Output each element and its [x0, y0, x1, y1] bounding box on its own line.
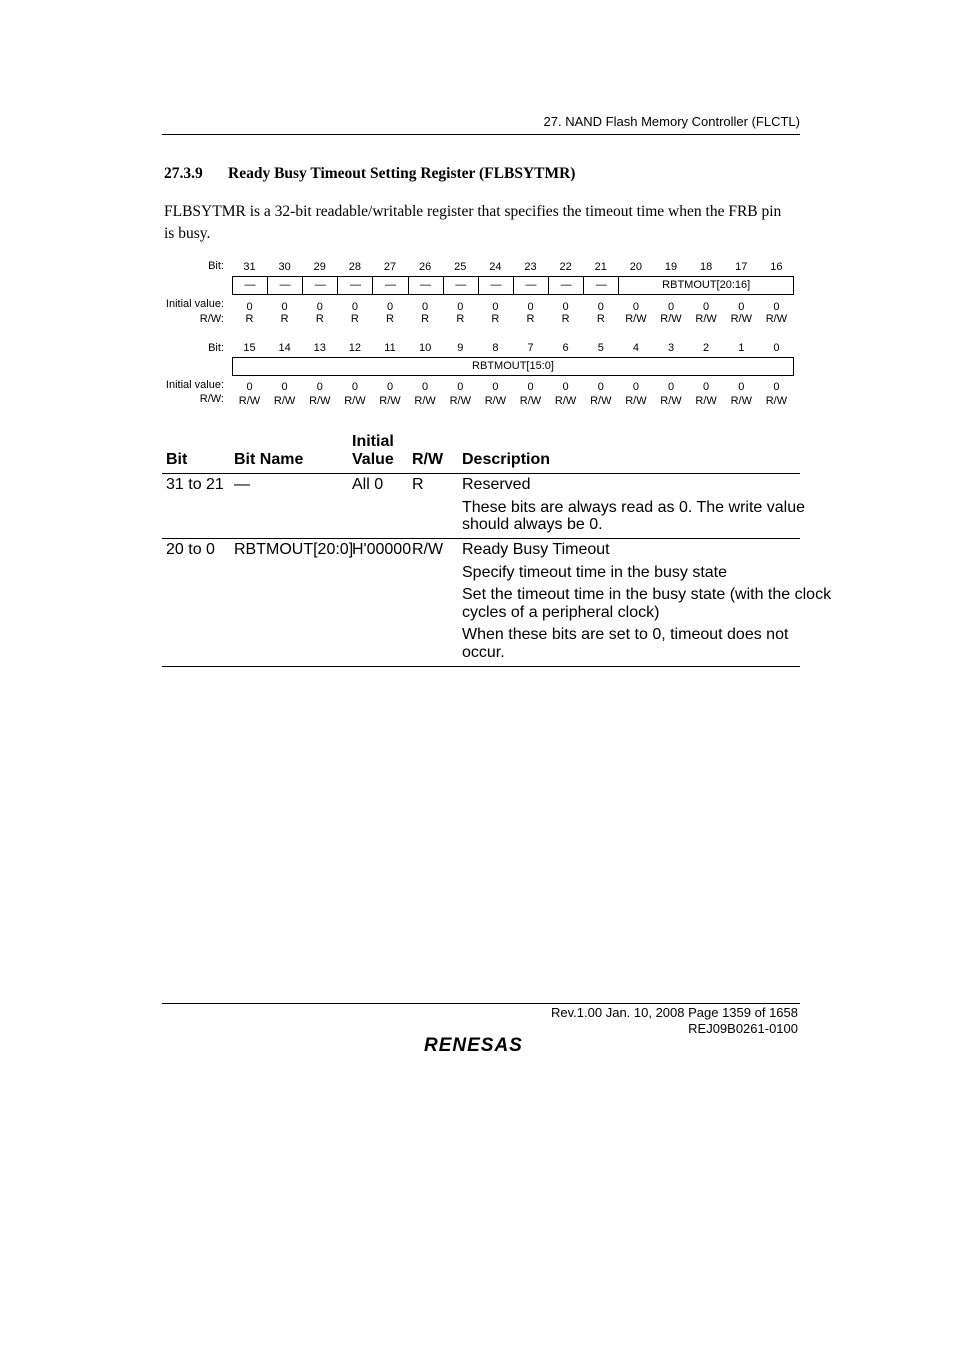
bit-number: 23 [524, 261, 537, 273]
bit-number: 10 [418, 342, 432, 354]
bit-number: 21 [594, 261, 607, 273]
row1-desc-2: should always be 0. [462, 516, 603, 533]
initial-value: 0 [492, 381, 499, 393]
initial-value: 0 [703, 381, 710, 393]
rw-label: R/W: [199, 393, 224, 405]
th-bit-name: Bit Name [234, 451, 304, 468]
initial-value: 0 [422, 381, 429, 393]
initial-value: 0 [386, 301, 394, 313]
row2-desc-2: Set the timeout time in the busy state (with the clock [462, 586, 832, 603]
intro-paragraph: FLBSYTMR is a 32-bit readable/writable register that specifies the timeout time when the FRB pin is busy. [164, 203, 782, 242]
rw-value: R/W [625, 313, 647, 325]
rw-value: R/W [765, 395, 788, 407]
rw-value: R/W [730, 313, 752, 325]
rw-value: R/W [309, 395, 331, 407]
initial-value: 0 [597, 301, 604, 313]
initial-value: 0 [527, 301, 534, 313]
reserved-field: — [233, 277, 268, 294]
initial-value-label: Initial value: [165, 379, 224, 391]
rw-value: R/W [554, 395, 577, 407]
reserved-field: — [549, 277, 584, 294]
footer-rule [162, 1003, 800, 1004]
row2-desc-4: When these bits are set to 0, timeout does not [462, 626, 789, 643]
rw-value: R/W [519, 395, 542, 407]
bit-number: 19 [664, 261, 678, 273]
initial-value: 0 [281, 381, 288, 393]
th-description: Description [462, 451, 551, 468]
bit-number: 3 [667, 342, 675, 354]
row2-rw: R/W [412, 541, 444, 558]
initial-value: 0 [422, 301, 429, 313]
rw-value: R/W [695, 313, 717, 325]
row1-rw: R [412, 476, 424, 493]
bit-number: 27 [383, 261, 397, 273]
bit-number: 28 [348, 261, 362, 273]
svg-text:RENESAS: RENESAS [424, 1035, 523, 1056]
row2-bit: 20 to 0 [166, 541, 215, 558]
rw-value: R/W [379, 395, 401, 407]
rw-value: R [596, 313, 605, 325]
bit-number: 25 [454, 261, 467, 273]
initial-value: 0 [632, 381, 639, 393]
bit-number: 11 [384, 342, 396, 354]
initial-value: 0 [316, 301, 323, 313]
bit-number: 8 [492, 342, 499, 354]
reserved-field: — [514, 277, 549, 294]
reserved-field: — [584, 277, 619, 294]
initial-value: 0 [351, 381, 358, 393]
rw-value: R/W [344, 395, 366, 407]
table-bottom-rule [162, 666, 800, 667]
initial-value: 0 [351, 301, 358, 313]
rw-value: R/W [484, 395, 507, 407]
rw-value: R [491, 313, 500, 325]
bit-number: 7 [527, 342, 534, 354]
bit-number: 29 [313, 261, 326, 273]
th-initial: Initial [352, 433, 394, 450]
row2-desc-1: Specify timeout time in the busy state [462, 564, 728, 581]
rw-value: R [245, 313, 254, 325]
bit-number: 13 [313, 342, 326, 354]
initial-value: 0 [457, 301, 464, 313]
initial-value: 0 [386, 381, 394, 393]
initial-value: 0 [562, 381, 569, 393]
reserved-field: — [338, 277, 373, 294]
rw-value: R/W [273, 395, 296, 407]
bit-number: 17 [735, 261, 748, 273]
row2-desc-0: Ready Busy Timeout [462, 541, 610, 558]
rw-value: R [315, 313, 324, 325]
initial-value: 0 [667, 381, 675, 393]
bit-number: 18 [699, 261, 713, 273]
initial-value-label: Initial value: [165, 298, 224, 310]
rw-value: R [280, 313, 289, 325]
table-header-rule [162, 473, 800, 474]
bit-number: 6 [562, 342, 569, 354]
initial-value: 0 [773, 301, 780, 313]
reserved-field: — [374, 277, 409, 294]
rw-value: R/W [695, 395, 717, 407]
bit-number: 16 [770, 261, 783, 273]
rw-value: R/W [660, 313, 682, 325]
row1-desc-1: These bits are always read as 0. The write value [462, 499, 805, 516]
section-heading: Ready Busy Timeout Setting Register (FLBSYTMR) [228, 165, 576, 182]
row2-initial: H'00000 [352, 541, 412, 558]
initial-value: 0 [246, 381, 253, 393]
bit-number: 30 [278, 261, 291, 273]
running-head: 27. NAND Flash Memory Controller (FLCTL) [543, 114, 800, 129]
initial-value: 0 [738, 301, 745, 313]
section-number: 27.3.9 [164, 165, 203, 182]
initial-value: 0 [527, 381, 534, 393]
reserved-field: — [479, 277, 514, 294]
bit-label: Bit: [208, 260, 224, 272]
bit-number: 9 [457, 342, 464, 354]
row1-bit: 31 to 21 [166, 476, 224, 493]
initial-value: 0 [773, 381, 780, 393]
initial-value: 0 [597, 381, 604, 393]
initial-value: 0 [738, 381, 745, 393]
bit-label: Bit: [208, 342, 224, 354]
row1-initial: All 0 [352, 476, 384, 493]
bit-number: 20 [629, 261, 643, 273]
bit-number: 22 [559, 261, 572, 273]
rw-label: R/W: [199, 313, 224, 325]
register-field-row [232, 357, 794, 376]
initial-value: 0 [562, 301, 569, 313]
reserved-field: — [268, 277, 303, 294]
rw-value: R/W [414, 395, 436, 407]
bit-number: 5 [597, 342, 604, 354]
rw-value: R [386, 313, 394, 325]
footer-docnum: REJ09B0261-0100 [688, 1021, 798, 1036]
row-separator [162, 538, 800, 539]
rw-value: R [350, 313, 359, 325]
rw-value: R [421, 313, 430, 325]
rw-value: R/W [449, 395, 471, 407]
renesas-logo-icon [422, 1034, 542, 1056]
footer-revision: Rev.1.00 Jan. 10, 2008 Page 1359 of 1658 [551, 1005, 798, 1020]
initial-value: 0 [457, 381, 464, 393]
rw-value: R [561, 313, 570, 325]
bit-number: 31 [243, 261, 256, 273]
initial-value: 0 [281, 301, 288, 313]
bit-number: 1 [738, 342, 745, 354]
bit-number: 15 [243, 342, 256, 354]
reserved-field: — [409, 277, 444, 294]
rw-value: R [526, 313, 535, 325]
renesas-logo [422, 1034, 542, 1061]
page-footer [551, 1005, 798, 1037]
rw-value: R/W [660, 395, 682, 407]
initial-value: 0 [246, 301, 253, 313]
rw-value: R/W [765, 313, 788, 325]
row1-name: — [234, 476, 250, 493]
reserved-field: — [444, 277, 479, 294]
initial-value: 0 [703, 301, 710, 313]
row1-desc-0: Reserved [462, 476, 531, 493]
bit-number: 14 [278, 342, 291, 354]
th-value: Value [352, 451, 394, 468]
bit-number: 12 [348, 342, 362, 354]
field-rbtmout-20-16: RBTMOUT[20:16] [662, 279, 751, 291]
register-field-row [232, 276, 794, 295]
reserved-field: — [303, 277, 338, 294]
bit-number: 24 [489, 261, 502, 273]
row2-desc-3: cycles of a peripheral clock) [462, 604, 660, 621]
row2-desc-5: occur. [462, 644, 505, 661]
initial-value: 0 [492, 301, 499, 313]
bit-number: 26 [418, 261, 432, 273]
rw-value: R/W [238, 395, 261, 407]
rw-value: R [456, 313, 465, 325]
initial-value: 0 [316, 381, 323, 393]
bit-number: 2 [703, 342, 710, 354]
bit-number: 0 [773, 342, 780, 354]
row2-name: RBTMOUT[20:0] [234, 541, 354, 558]
rw-value: R/W [590, 395, 612, 407]
th-rw: R/W [412, 451, 444, 468]
bit-number: 4 [632, 342, 639, 354]
rw-value: R/W [730, 395, 752, 407]
register-diagram [0, 0, 954, 420]
initial-value: 0 [632, 301, 639, 313]
rw-value: R/W [625, 395, 647, 407]
th-bit: Bit [166, 451, 188, 468]
initial-value: 0 [667, 301, 675, 313]
field-rbtmout-15-0: RBTMOUT[15:0] [472, 360, 554, 372]
